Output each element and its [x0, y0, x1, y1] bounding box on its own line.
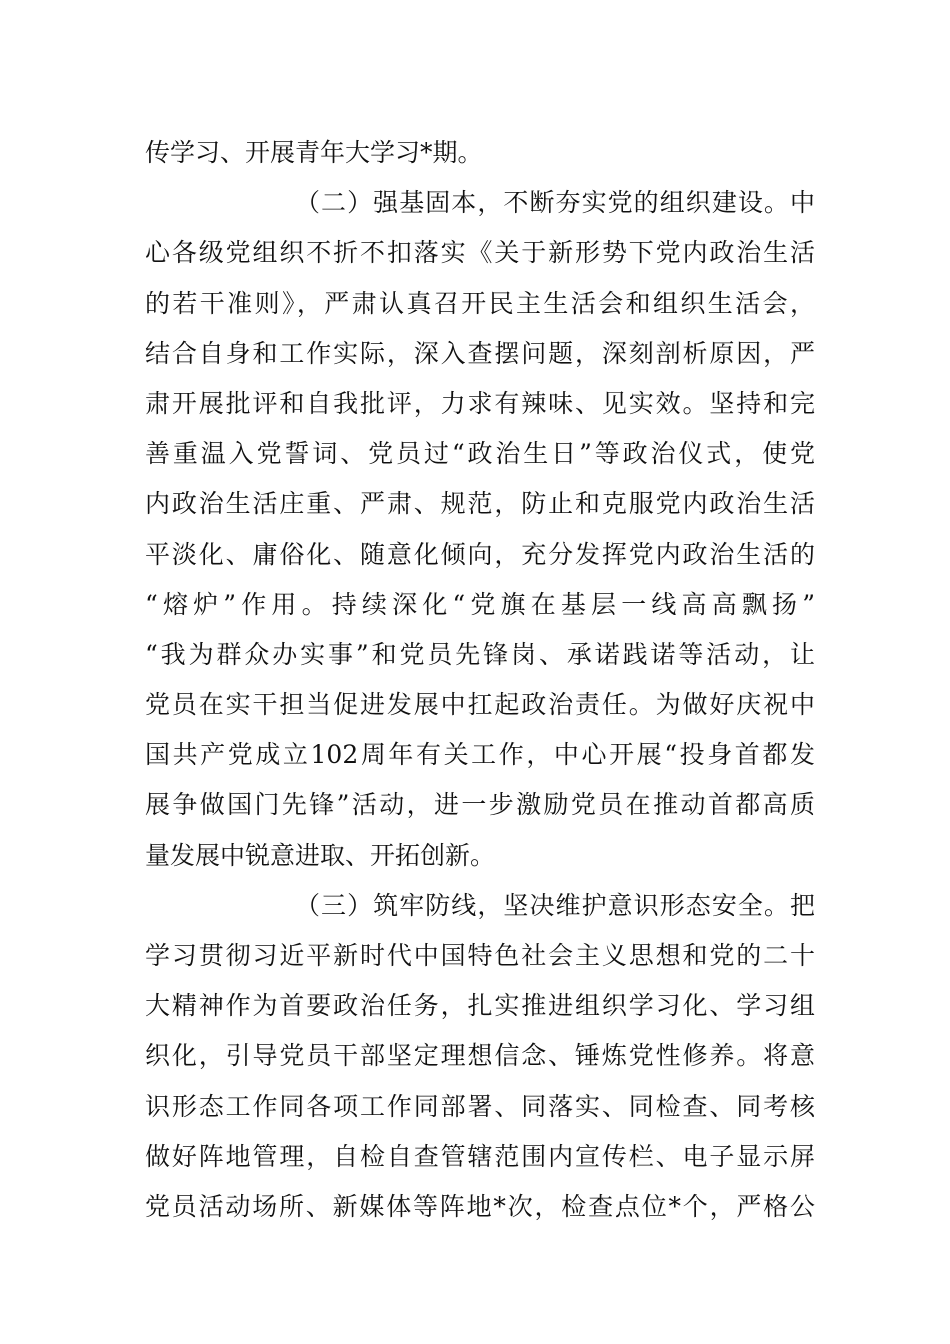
paragraph-line: 量发展中锐意进取、开拓创新。	[145, 840, 496, 870]
paragraph-line: 肃开展批评和自我批评，力求有辣味、见实效。坚持和完	[145, 388, 815, 418]
paragraph-line: 党员在实干担当促进发展中扛起政治责任。为做好庆祝中	[145, 690, 815, 720]
paragraph-line: 善重温入党誓词、党员过“政治生日”等政治仪式，使党	[145, 439, 815, 469]
paragraph-line: 识形态工作同各项工作同部署、同落实、同检查、同考核	[145, 1091, 815, 1121]
paragraph-line: 学习贯彻习近平新时代中国特色社会主义思想和党的二十	[145, 941, 815, 970]
paragraph-line: “熔炉”作用。持续深化“党旗在基层一线高高飘扬”	[145, 589, 815, 619]
paragraph-line: 展争做国门先锋”活动，进一步激励党员在推动首都高质	[145, 790, 815, 820]
section-heading-line: （三）筑牢防线，坚决维护意识形态安全。把	[295, 890, 815, 920]
paragraph-line: 内政治生活庄重、严肃、规范，防止和克服党内政治生活	[145, 489, 815, 519]
paragraph-line: “我为群众办实事”和党员先锋岗、承诺践诺等活动，让	[145, 639, 815, 669]
paragraph-line: 织化，引导党员干部坚定理想信念、锤炼党性修养。将意	[145, 1041, 815, 1071]
paragraph-line: 心各级党组织不折不扣落实《关于新形势下党内政治生活	[145, 238, 815, 268]
paragraph-line: 结合自身和工作实际，深入查摆问题，深刻剖析原因，严	[145, 338, 815, 368]
paragraph-line: 平淡化、庸俗化、随意化倾向，充分发挥党内政治生活的	[145, 539, 815, 569]
paragraph-line: 国共产党成立102周年有关工作，中心开展“投身首都发	[145, 740, 815, 770]
paragraph-line: 大精神作为首要政治任务，扎实推进组织学习化、学习组	[145, 991, 815, 1021]
document-body	[145, 128, 815, 1232]
paragraph-line: 传学习、开展青年大学习*期。	[145, 138, 483, 167]
paragraph-line: 的若干准则》，严肃认真召开民主生活会和组织生活会，	[145, 288, 815, 318]
paragraph-line: 做好阵地管理，自检自查管辖范围内宣传栏、电子显示屏	[145, 1141, 815, 1171]
section-heading-line: （二）强基固本，不断夯实党的组织建设。中	[295, 188, 815, 218]
paragraph-line: 党员活动场所、新媒体等阵地*次，检查点位*个，严格公	[145, 1191, 815, 1221]
